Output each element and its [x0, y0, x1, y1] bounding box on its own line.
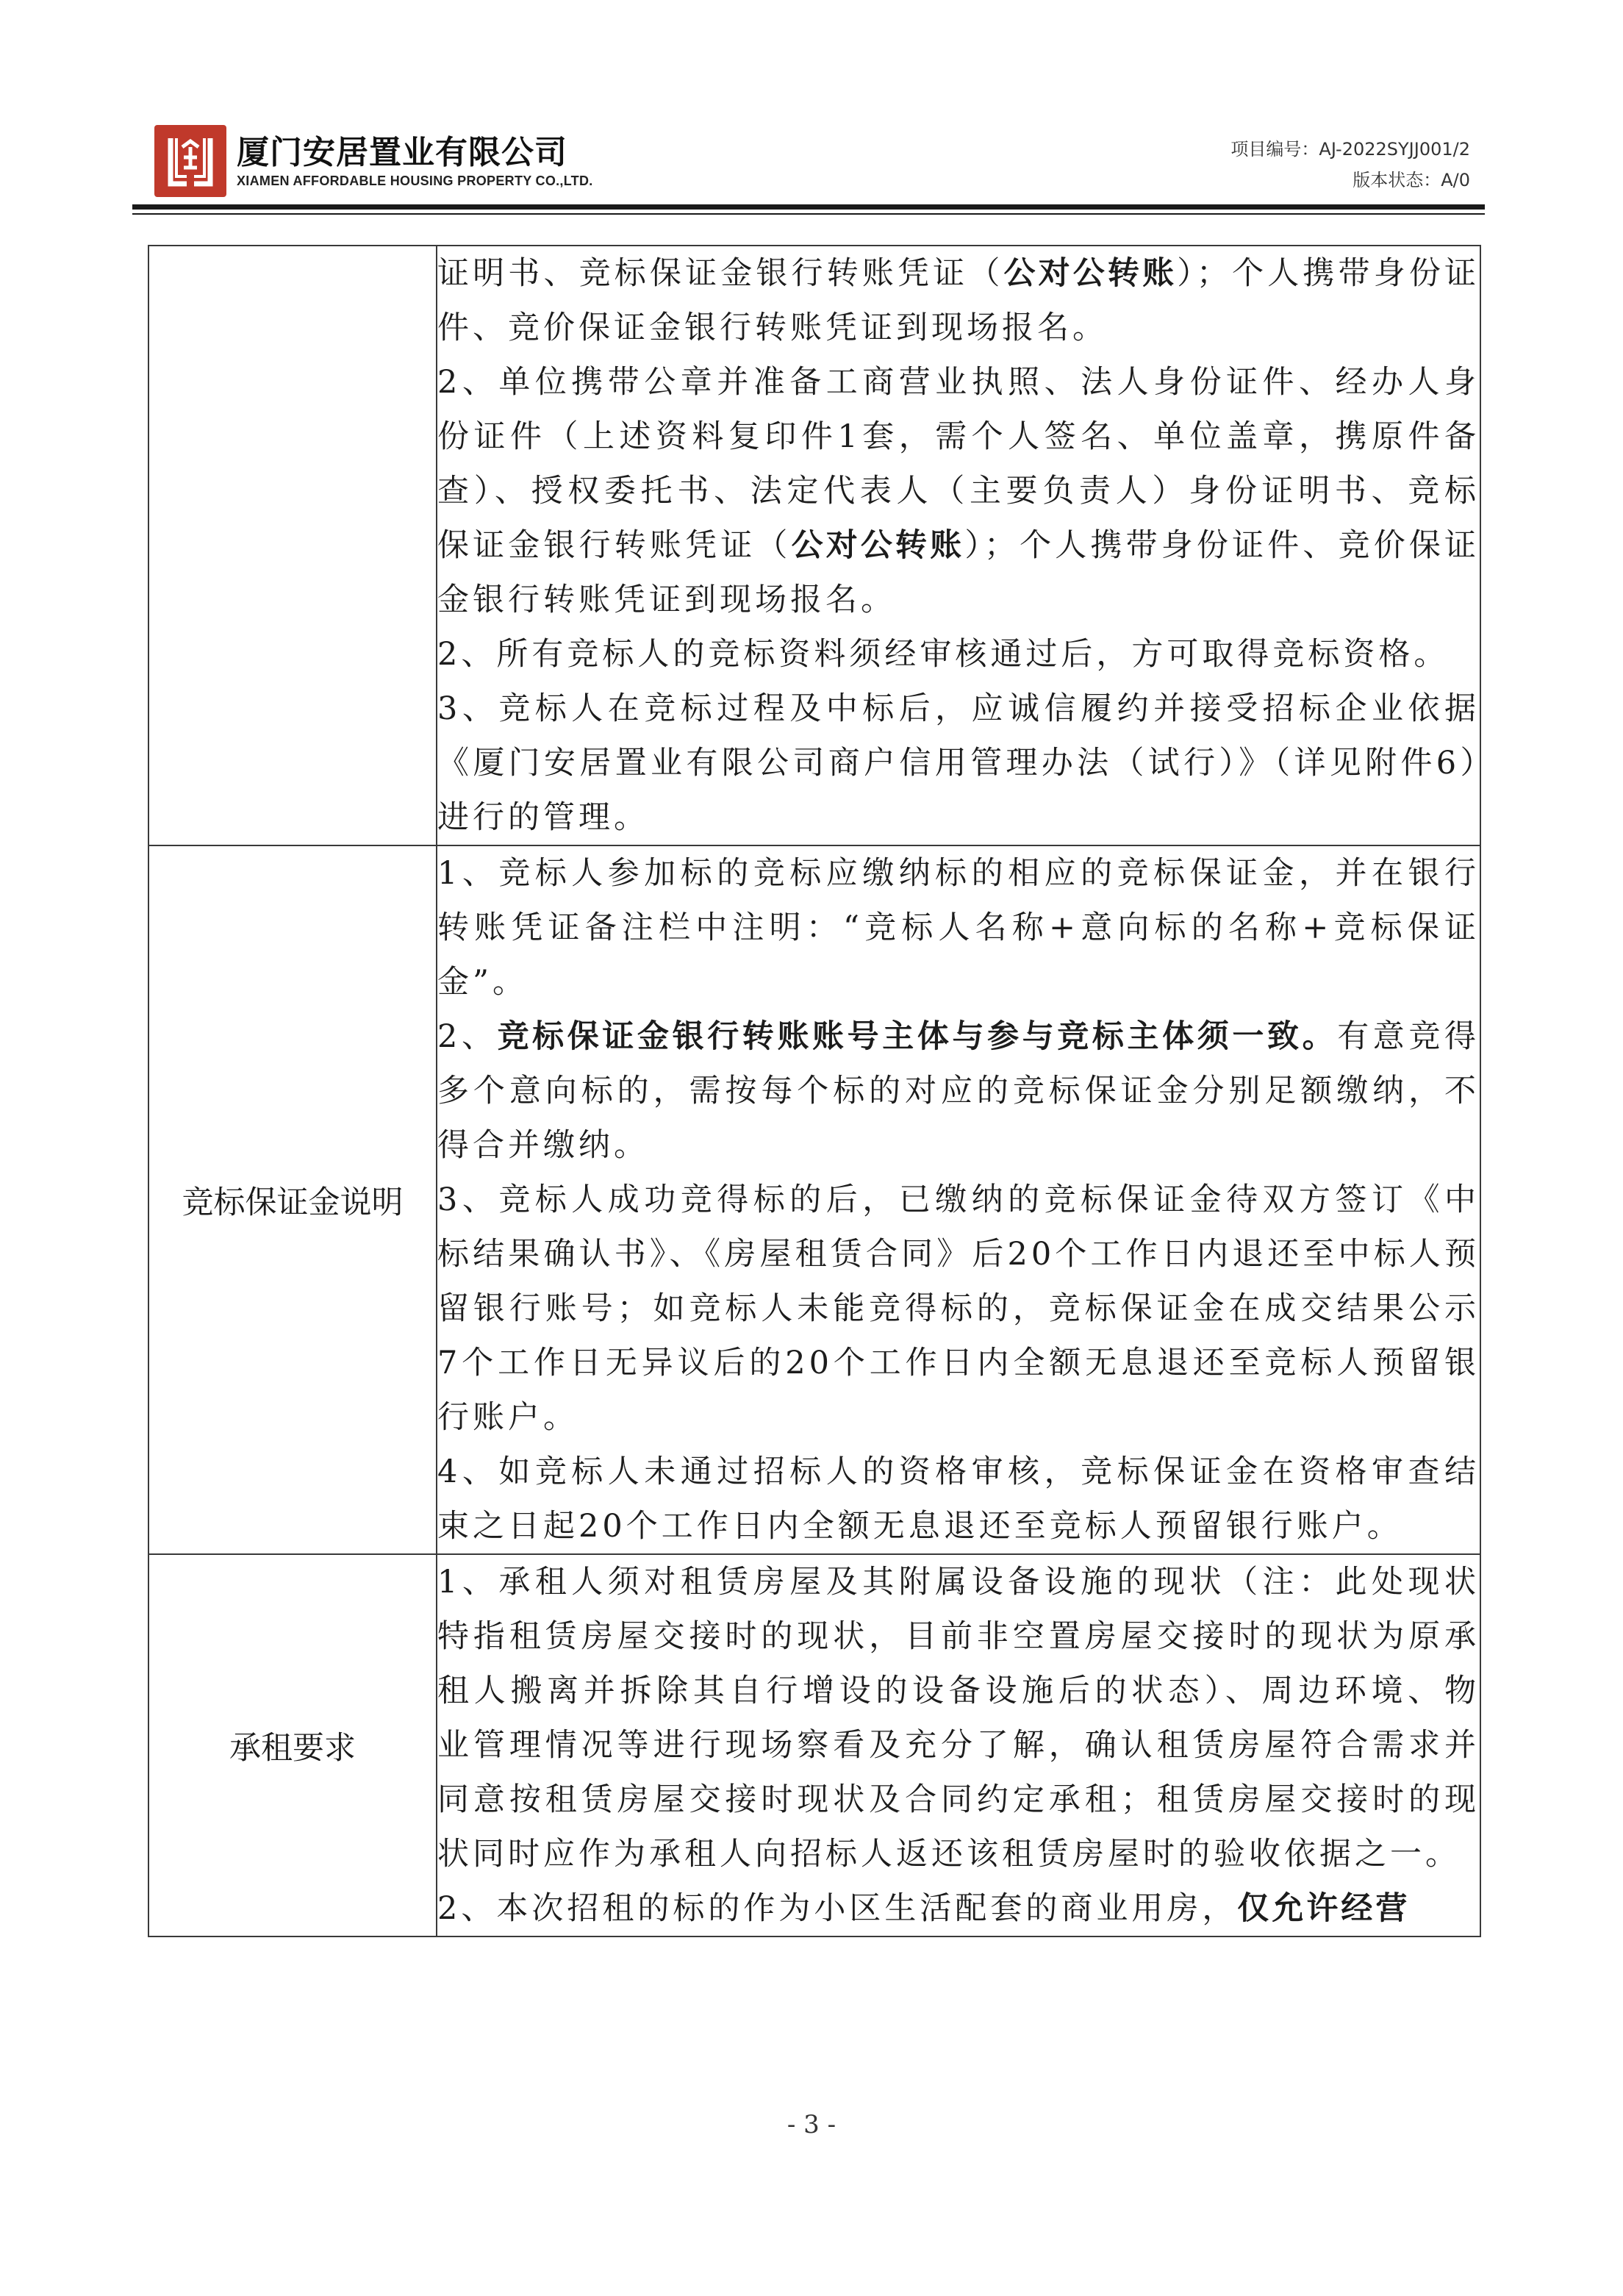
page-number: - 3 - — [787, 2110, 836, 2139]
bold-text: 公对公转账 — [1003, 255, 1178, 292]
paragraph — [437, 1445, 1480, 1553]
paragraph — [437, 246, 1480, 355]
paragraph — [437, 355, 1480, 627]
company-name-en: XIAMEN AFFORDABLE HOUSING PROPERTY CO.,LTD. — [237, 174, 593, 188]
bold-text: 竞标保证金银行转账账号主体与参与竞标主体须一致。 — [497, 1018, 1338, 1055]
text-segment: 1、竞标人参加标的竞标应缴纳标的相应的竞标保证金，并在银行转账凭证备注栏中注明：“竞标人名称+意向标的名称+竞标保证金”。 — [437, 855, 1480, 1001]
text-segment: 2、本次招租的标的作为小区生活配套的商业用房， — [437, 1890, 1238, 1927]
row-label: 承租要求 — [148, 1554, 437, 1936]
text-segment: 证明书、竞标保证金银行转账凭证（ — [437, 255, 1004, 292]
paragraph — [437, 846, 1480, 1009]
text-segment: ）；个人携带身份证件、竞价保证金银行转账凭证到现场报名。 — [437, 255, 1480, 346]
paragraph — [437, 1881, 1480, 1936]
project-number: 项目编号：AJ-2022SYJJ001/2 — [1230, 139, 1470, 160]
text-segment: 2、所有竞标人的竞标资料须经审核通过后，方可取得竞标资格。 — [437, 636, 1450, 673]
table-row — [148, 845, 1480, 1554]
row-content — [437, 246, 1480, 845]
paragraph — [437, 1555, 1480, 1881]
company-name-cn: 厦门安居置业有限公司 — [237, 134, 567, 171]
document-meta — [1230, 134, 1470, 196]
table-row — [148, 246, 1480, 845]
paragraph — [437, 682, 1480, 845]
text-segment: ）；个人携带身份证件、竞价保证金银行转账凭证到现场报名。 — [437, 527, 1480, 618]
row-content — [437, 1554, 1480, 1936]
bold-text: 公对公转账 — [791, 527, 965, 564]
text-segment: 4、如竞标人未通过招标人的资格审核，竞标保证金在资格审查结束之日起20个工作日内全额无息退还至竞标人预留银行账户。 — [437, 1453, 1480, 1545]
paragraph — [437, 627, 1480, 682]
header-rule-thin — [132, 213, 1485, 215]
text-segment: 2、单位携带公章并准备工商营业执照、法人身份证件、经办人身份证件（上述资料复印件1套，需个人签名、单位盖章，携原件备查）、授权委托书、法定代表人（主要负责人）身份证明书、竞标保证金银行转账凭证（ — [437, 364, 1480, 564]
company-logo — [154, 125, 593, 197]
paragraph — [437, 1009, 1480, 1173]
text-segment: 3、竞标人在竞标过程及中标后，应诚信履约并接受招标企业依据《厦门安居置业有限公司商户信用管理办法（试行）》（详见附件6）进行的管理。 — [437, 690, 1480, 836]
text-segment: 2、 — [437, 1018, 498, 1055]
paragraph — [437, 1173, 1480, 1445]
version-status: 版本状态：A/0 — [1352, 170, 1470, 190]
row-content — [437, 845, 1480, 1554]
bidding-terms-table — [148, 245, 1481, 1937]
header-rule-thick — [132, 204, 1485, 210]
bold-text: 仅允许经营 — [1237, 1890, 1411, 1927]
text-segment: 有意竞得多个意向标的，需按每个标的对应的竞标保证金分别足额缴纳，不得合并缴纳。 — [437, 1018, 1480, 1164]
text-segment: 1、承租人须对租赁房屋及其附属设备设施的现状（注：此处现状特指租赁房屋交接时的现状，目前非空置房屋交接时的现状为原承租人搬离并拆除其自行增设的设备设施后的状态）、周边环境、物业管理情况等进行现场察看及充分了解，确认租赁房屋符合需求并同意按租赁房屋交接时现状及合同约定承租；租赁房屋交接时的现状同时应作为承租人向招标人返还该租赁房屋时的验收依据之一。 — [437, 1564, 1480, 1873]
row-label — [148, 246, 437, 845]
row-label: 竞标保证金说明 — [148, 845, 437, 1554]
logo-mark-icon — [154, 125, 226, 197]
text-segment: 3、竞标人成功竞得标的后，已缴纳的竞标保证金待双方签订《中标结果确认书》、《房屋租赁合同》后20个工作日内退还至中标人预留银行账号；如竞标人未能竞得标的，竞标保证金在成交结果公示7个工作日无异议后的20个工作日内全额无息退还至竞标人预留银行账户。 — [437, 1181, 1480, 1436]
table-row — [148, 1554, 1480, 1936]
page-header — [132, 118, 1477, 213]
